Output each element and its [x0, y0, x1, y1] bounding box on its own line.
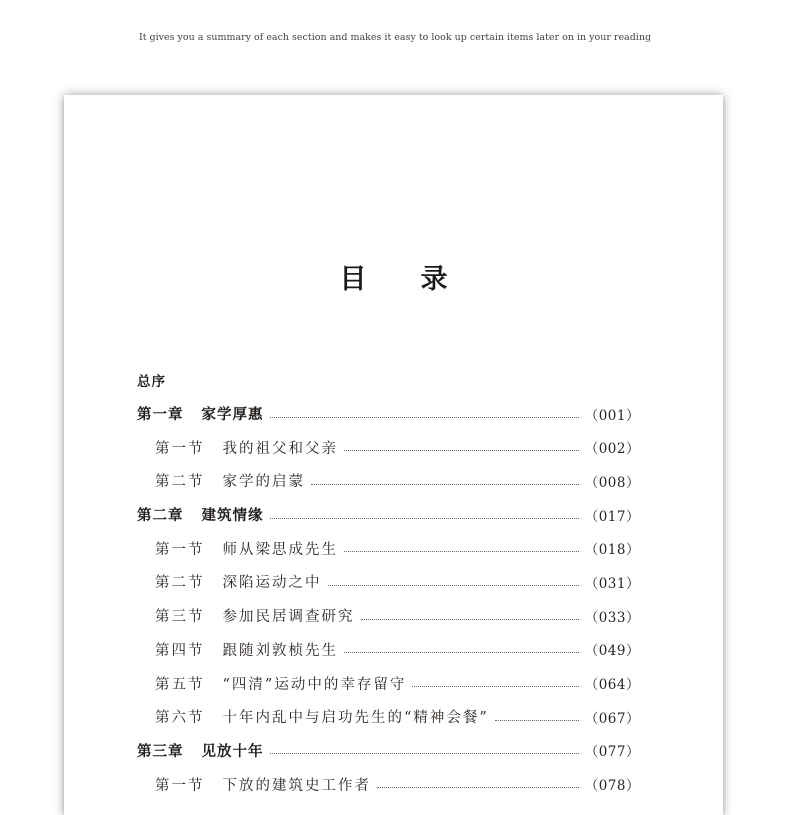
chapter-label: 第三章: [137, 743, 184, 760]
toc-chapter-3[interactable]: [137, 734, 640, 768]
section-title: 下放的建筑史工作者: [222, 777, 371, 794]
table-of-contents: [137, 363, 640, 801]
section-title: 家学的启蒙: [222, 474, 305, 491]
chapter-label: 第一章: [137, 407, 184, 424]
toc-section[interactable]: [137, 464, 640, 498]
section-title: 深陷运动之中: [222, 575, 322, 592]
page-number: （001）: [584, 407, 640, 424]
page-number: （078）: [584, 778, 640, 795]
dot-leader: [344, 449, 579, 451]
dot-leader: [344, 550, 579, 552]
section-title: 我的祖父和父亲: [222, 440, 338, 457]
preface-label: 总序: [137, 373, 166, 390]
page-number: （077）: [584, 744, 640, 761]
section-label: 第一节: [155, 541, 205, 558]
page-number: （017）: [584, 508, 640, 525]
toc-section[interactable]: [137, 633, 640, 667]
section-label: 第五节: [155, 676, 205, 693]
dot-leader: [311, 483, 579, 485]
dot-leader: [344, 651, 579, 653]
toc-section[interactable]: [137, 565, 640, 599]
chapter-title: 家学厚惠: [201, 407, 264, 424]
section-label: 第二节: [155, 575, 205, 592]
toc-preface[interactable]: [137, 363, 640, 397]
section-label: 第一节: [155, 440, 205, 457]
page-number: （018）: [584, 542, 640, 559]
toc-section[interactable]: [137, 599, 640, 633]
section-label: 第二节: [155, 474, 205, 491]
toc-section[interactable]: [137, 430, 640, 464]
section-title: 参加民居调查研究: [222, 609, 355, 626]
page-number: （064）: [584, 677, 640, 694]
dot-leader: [270, 752, 579, 754]
page-number: （002）: [584, 441, 640, 458]
page-number: （033）: [584, 609, 640, 626]
dot-leader: [377, 786, 579, 788]
section-label: 第三节: [155, 609, 205, 626]
page-number: （008）: [584, 474, 640, 491]
section-title: “四清”运动中的幸存留守: [222, 676, 407, 693]
dot-leader: [270, 517, 579, 519]
section-label: 第六节: [155, 710, 205, 727]
book-page: [64, 95, 723, 815]
section-title: 十年内乱中与启功先生的“精神会餐”: [222, 710, 489, 727]
chapter-label: 第二章: [137, 508, 184, 525]
section-title: 师从梁思成先生: [222, 541, 338, 558]
dot-leader: [495, 719, 579, 721]
toc-chapter-2[interactable]: [137, 498, 640, 532]
chapter-title: 见放十年: [201, 743, 264, 760]
toc-section[interactable]: [137, 767, 640, 801]
dot-leader: [361, 618, 579, 620]
section-title: 跟随刘敦桢先生: [222, 642, 338, 659]
header-subtitle: It gives you a summary of each section and makes it easy to look up certain items later on in your reading: [138, 32, 652, 43]
chapter-title: 建筑情缘: [201, 508, 264, 525]
toc-section[interactable]: [137, 700, 640, 734]
dot-leader: [328, 584, 579, 586]
page-number: （067）: [584, 710, 640, 727]
section-label: 第一节: [155, 777, 205, 794]
page-number: （049）: [584, 643, 640, 660]
page-title: 目 录: [339, 264, 448, 295]
section-label: 第四节: [155, 642, 205, 659]
page-number: （031）: [584, 575, 640, 592]
header-title: [0, 0, 790, 16]
toc-section[interactable]: [137, 531, 640, 565]
dot-leader: [270, 416, 579, 418]
dot-leader: [412, 685, 578, 687]
toc-section[interactable]: [137, 666, 640, 700]
toc-chapter-1[interactable]: [137, 397, 640, 431]
